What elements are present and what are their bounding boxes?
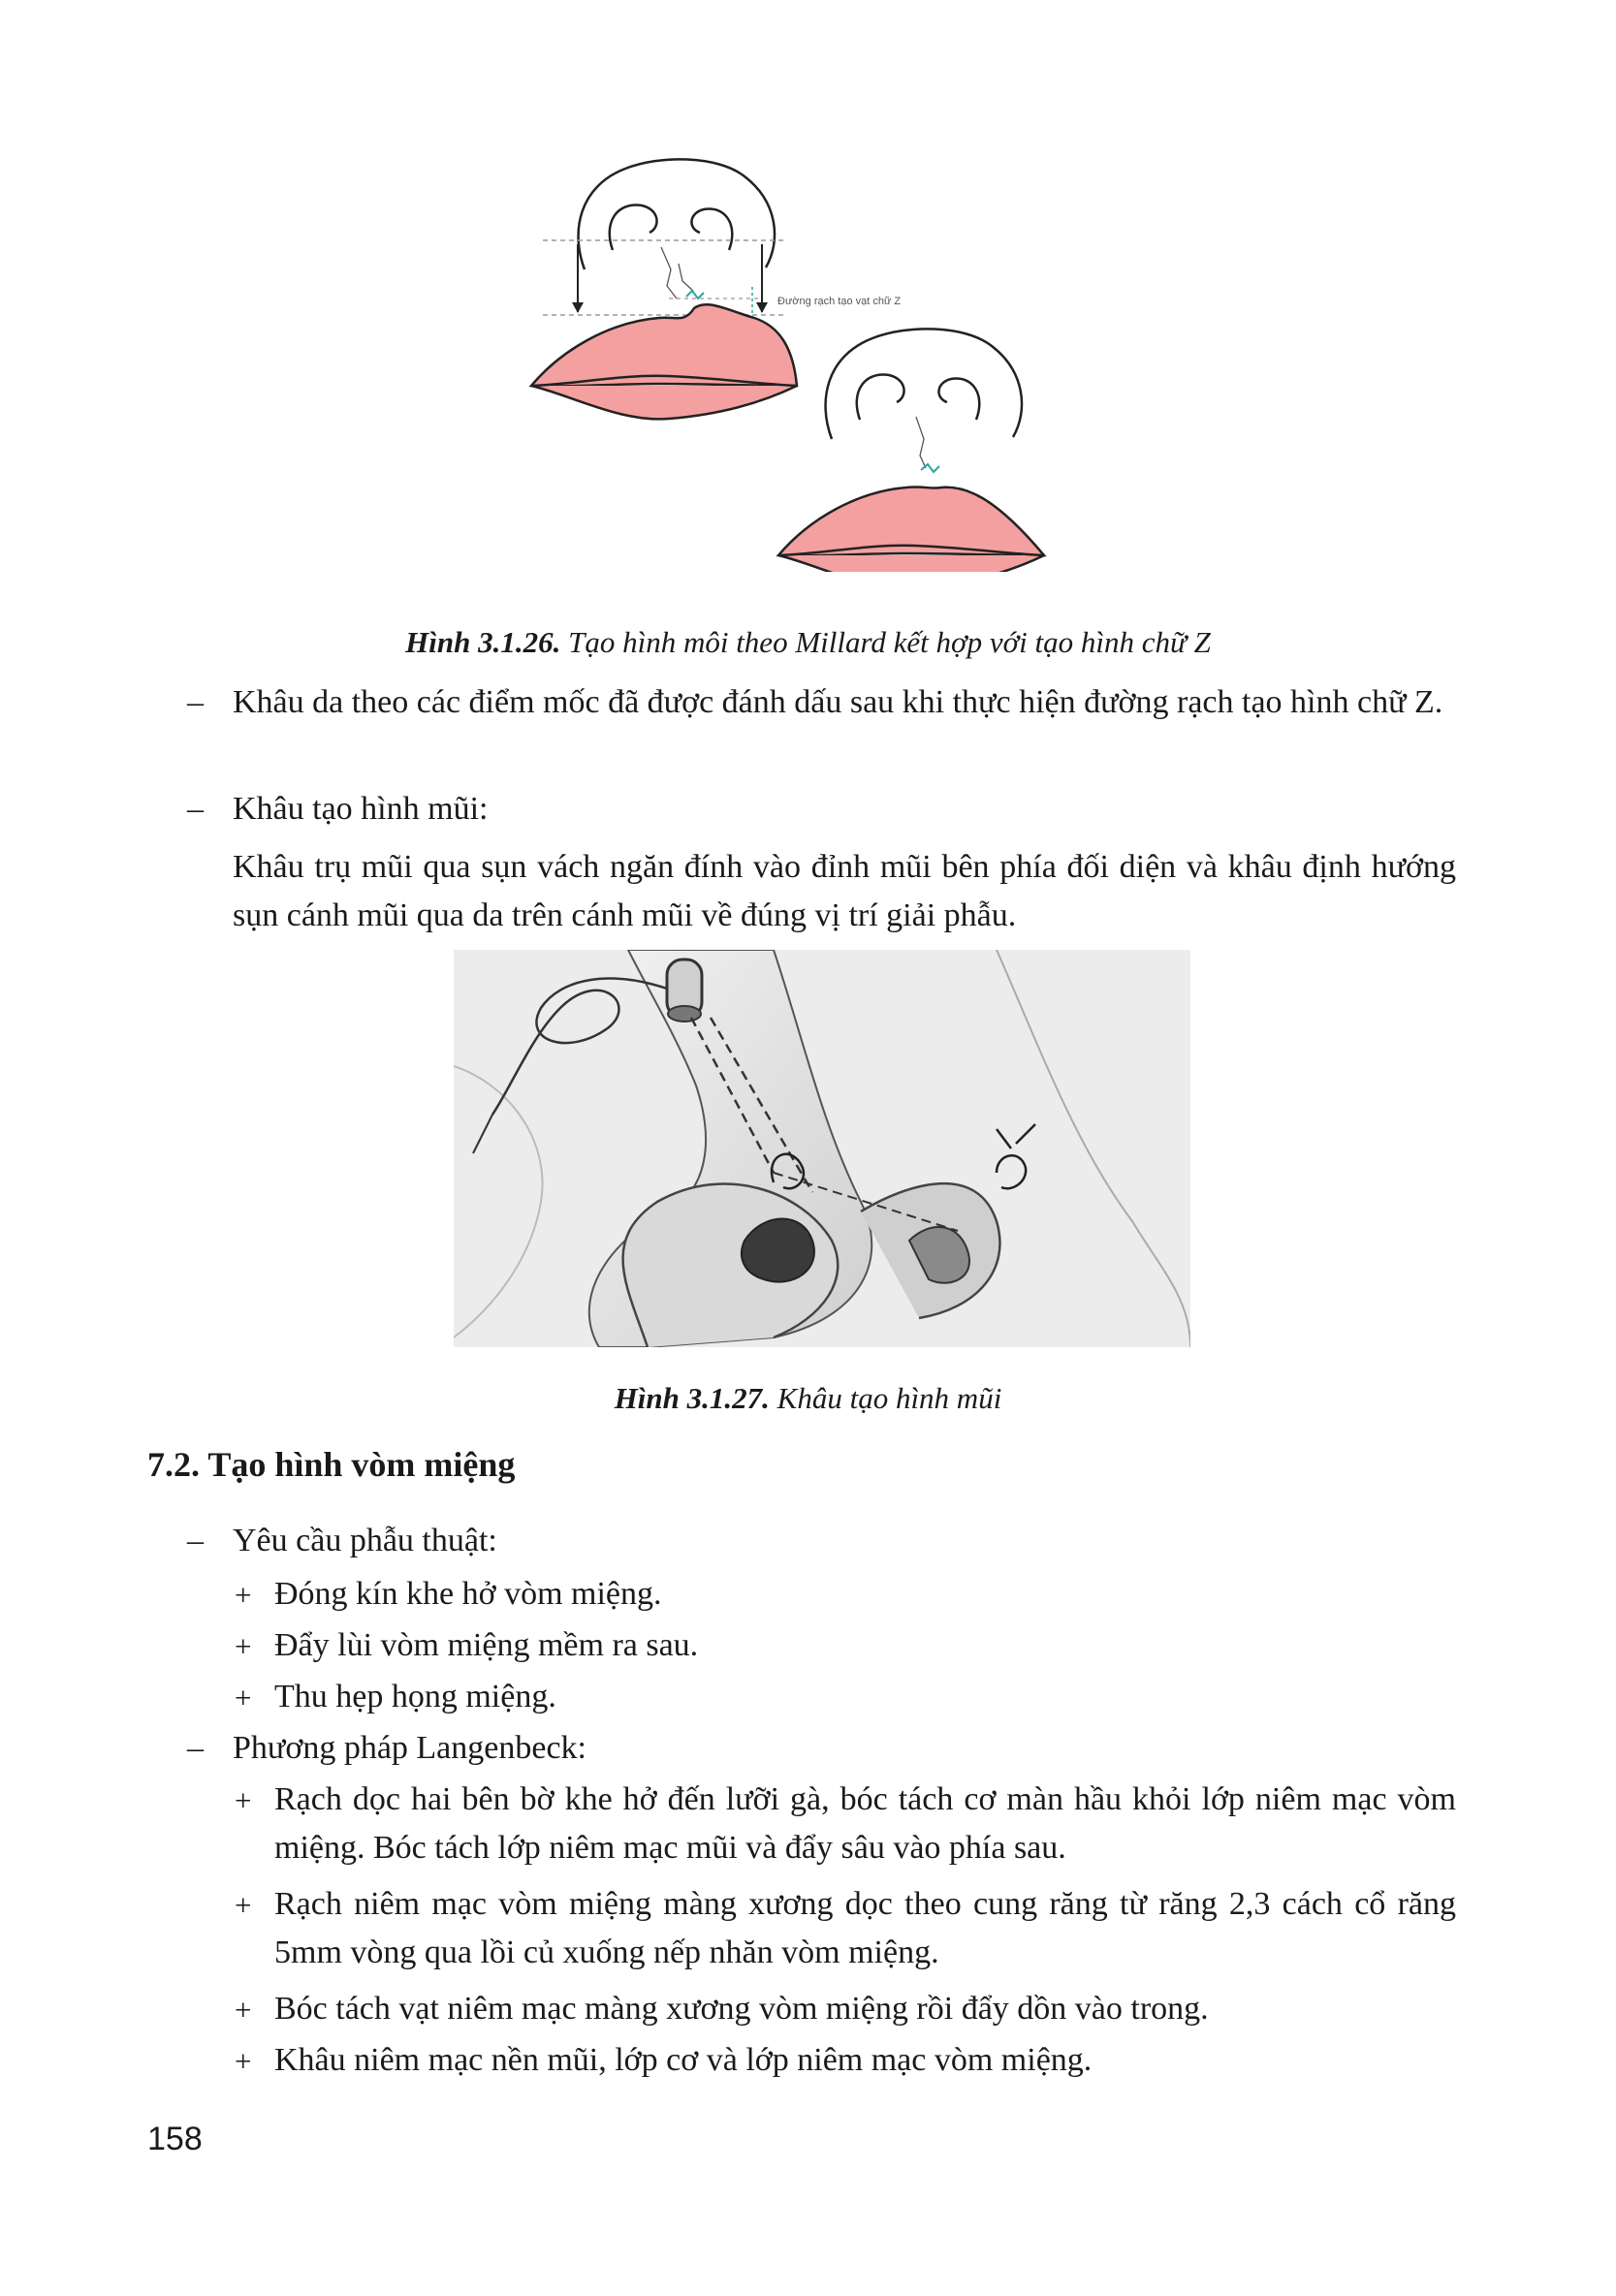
plus-bullet: +	[235, 1578, 252, 1612]
list-item	[0, 678, 1616, 775]
plus-bullet: +	[235, 1993, 252, 2027]
list-item-text: Khâu da theo các điểm mốc đã được đánh dấu sau khi thực hiện đường rạch tạo hình chữ Z.	[233, 684, 1443, 720]
sub-list-item	[0, 1673, 1616, 1721]
sub-list-item-text: Đẩy lùi vòm miệng mềm ra sau.	[274, 1627, 699, 1663]
sub-list-item	[0, 1985, 1616, 2033]
list-item	[0, 1517, 1616, 1565]
sub-list-item-text: Bóc tách vạt niêm mạc màng xương vòm miệng rồi đẩy dồn vào trong.	[274, 1991, 1209, 2027]
sub-list-item-text: Thu hẹp họng miệng.	[274, 1679, 556, 1714]
list-item-text: Khâu tạo hình mũi:	[233, 791, 489, 827]
caption-text: Khâu tạo hình mũi	[769, 1381, 1002, 1415]
sub-list-item-text: Đóng kín khe hở vòm miệng.	[274, 1576, 662, 1612]
page-number: 158	[147, 2121, 203, 2157]
figure-caption-3-1-26	[0, 625, 1616, 660]
nose-lip-drawing-upper	[531, 159, 901, 419]
plus-bullet: +	[235, 2044, 252, 2078]
plus-bullet: +	[235, 1783, 252, 1817]
list-item	[0, 785, 1616, 833]
figure-millard-lip-diagram	[523, 155, 1134, 572]
sub-list-item	[0, 1621, 1616, 1670]
sub-list-item-text: Khâu niêm mạc nền mũi, lớp cơ và lớp niêm mạc vòm miệng.	[274, 2042, 1093, 2078]
sub-list-item-text: Rạch dọc hai bên bờ khe hở đến lưỡi gà, bóc tách cơ màn hầu khỏi lớp niêm mạc vòm miệng. Bóc tách lớp niêm mạc mũi và đẩy sâu vào phía sau.	[274, 1781, 1456, 1866]
dash-bullet: –	[187, 1523, 204, 1558]
list-item	[0, 1724, 1616, 1773]
figure-nose-suture-illustration	[454, 950, 1190, 1347]
sub-list-item	[0, 1776, 1616, 1872]
dash-bullet: –	[187, 684, 204, 720]
sub-list-item	[0, 2036, 1616, 2085]
sub-list-item	[0, 1570, 1616, 1619]
plus-bullet: +	[235, 1681, 252, 1714]
body-paragraph: Khâu trụ mũi qua sụn vách ngăn đính vào đỉnh mũi bên phía đối diện và khâu định hướng sụn cánh mũi qua da trên cánh mũi về đúng vị trí giải phẫu.	[233, 849, 1456, 933]
list-item-text: Yêu cầu phẫu thuật:	[233, 1523, 497, 1558]
plus-bullet: +	[235, 1888, 252, 1922]
caption-number: Hình 3.1.27.	[614, 1381, 770, 1415]
list-item-text: Phương pháp Langenbeck:	[233, 1730, 586, 1766]
figure-caption-3-1-27	[0, 1381, 1616, 1416]
sub-list-item	[0, 1880, 1616, 1977]
sub-list-item-text: Rạch niêm mạc vòm miệng màng xương dọc theo cung răng từ răng 2,3 cách cổ răng 5mm vòng qua lồi củ xuống nếp nhăn vòm miệng.	[274, 1886, 1456, 1970]
section-heading: 7.2. Tạo hình vòm miệng	[147, 1445, 516, 1484]
caption-text: Tạo hình môi theo Millard kết hợp với tạo hình chữ Z	[560, 625, 1211, 659]
dash-bullet: –	[187, 791, 204, 827]
dash-bullet: –	[187, 1730, 204, 1766]
caption-number: Hình 3.1.26.	[405, 625, 561, 659]
incision-label: Đường rạch tạo vạt chữ Z	[777, 296, 902, 307]
plus-bullet: +	[235, 1629, 252, 1663]
nose-lip-drawing-lower	[778, 329, 1044, 572]
